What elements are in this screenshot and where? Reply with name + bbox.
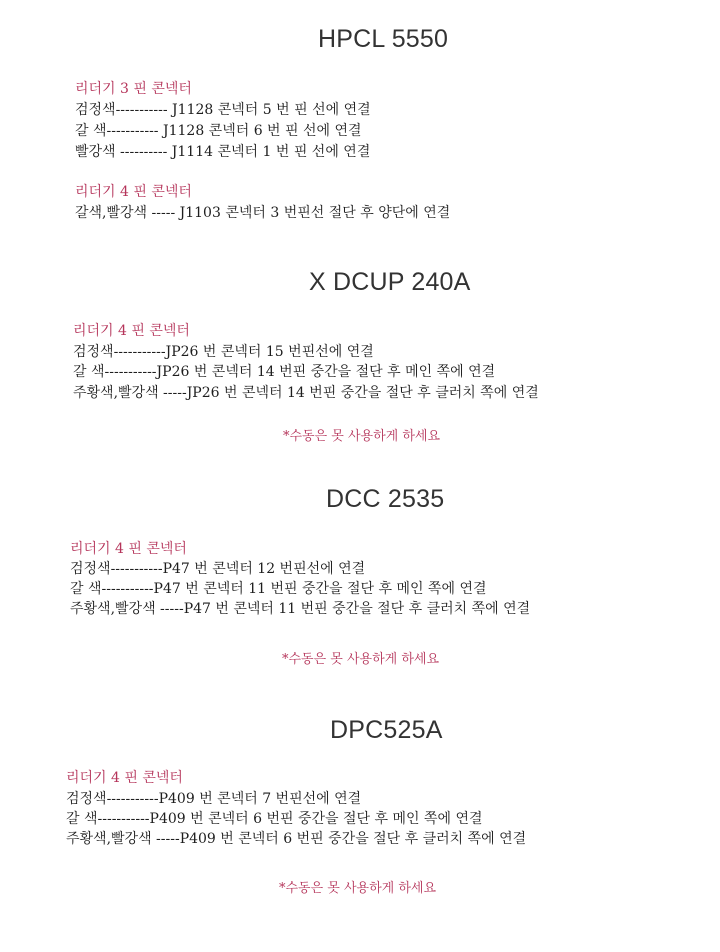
connector-heading: 리더기 4 핀 콘넥터 — [73, 323, 190, 339]
wiring-line: 갈 색-----------P47 번 콘넥터 11 번핀 중간을 절단 후 메인 쪽에 연결 — [70, 581, 487, 597]
connector-heading: 리더기 4 핀 콘넥터 — [66, 770, 183, 786]
wiring-line: 갈 색----------- J1128 콘넥터 6 번 핀 선에 연결 — [75, 123, 362, 139]
manual-warning-note: *수동은 못 사용하게 하세요 — [282, 652, 440, 667]
connector-heading: 리더기 4 핀 콘넥터 — [75, 184, 192, 200]
model-title: DPC525A — [330, 716, 443, 744]
wiring-line: 주황색,빨강색 -----JP26 번 콘넥터 14 번핀 중간을 절단 후 클러치 쪽에 연결 — [73, 385, 539, 401]
manual-warning-note: *수동은 못 사용하게 하세요 — [279, 881, 437, 896]
connector-heading: 리더기 3 핀 콘넥터 — [75, 81, 192, 97]
wiring-line: 갈 색-----------JP26 번 콘넥터 14 번핀 중간을 절단 후 메인 쪽에 연결 — [73, 364, 496, 380]
wiring-line: 주황색,빨강색 -----P409 번 콘넥터 6 번핀 중간을 절단 후 클러치 쪽에 연결 — [66, 831, 527, 847]
model-title: X DCUP 240A — [309, 268, 471, 296]
wiring-line: 검정색----------- J1128 콘넥터 5 번 핀 선에 연결 — [75, 102, 371, 118]
wiring-line: 검정색-----------JP26 번 콘넥터 15 번핀선에 연결 — [73, 344, 374, 360]
wiring-line: 갈 색-----------P409 번 콘넥터 6 번핀 중간을 절단 후 메인 쪽에 연결 — [66, 811, 483, 827]
wiring-line: 검정색-----------P409 번 콘넥터 7 번핀선에 연결 — [66, 791, 362, 807]
manual-warning-note: *수동은 못 사용하게 하세요 — [283, 429, 441, 444]
wiring-line: 빨강색 ---------- J1114 콘넥터 1 번 핀 선에 연결 — [75, 144, 371, 160]
model-title: DCC 2535 — [326, 485, 445, 513]
wiring-line: 주황색,빨강색 -----P47 번 콘넥터 11 번핀 중간을 절단 후 클러치 쪽에 연결 — [70, 601, 531, 617]
wiring-line: 갈색,빨강색 ----- J1103 콘넥터 3 번핀선 절단 후 양단에 연결 — [75, 205, 451, 221]
wiring-line: 검정색-----------P47 번 콘넥터 12 번핀선에 연결 — [70, 561, 366, 577]
connector-heading: 리더기 4 핀 콘넥터 — [70, 541, 187, 557]
model-title: HPCL 5550 — [318, 25, 449, 53]
